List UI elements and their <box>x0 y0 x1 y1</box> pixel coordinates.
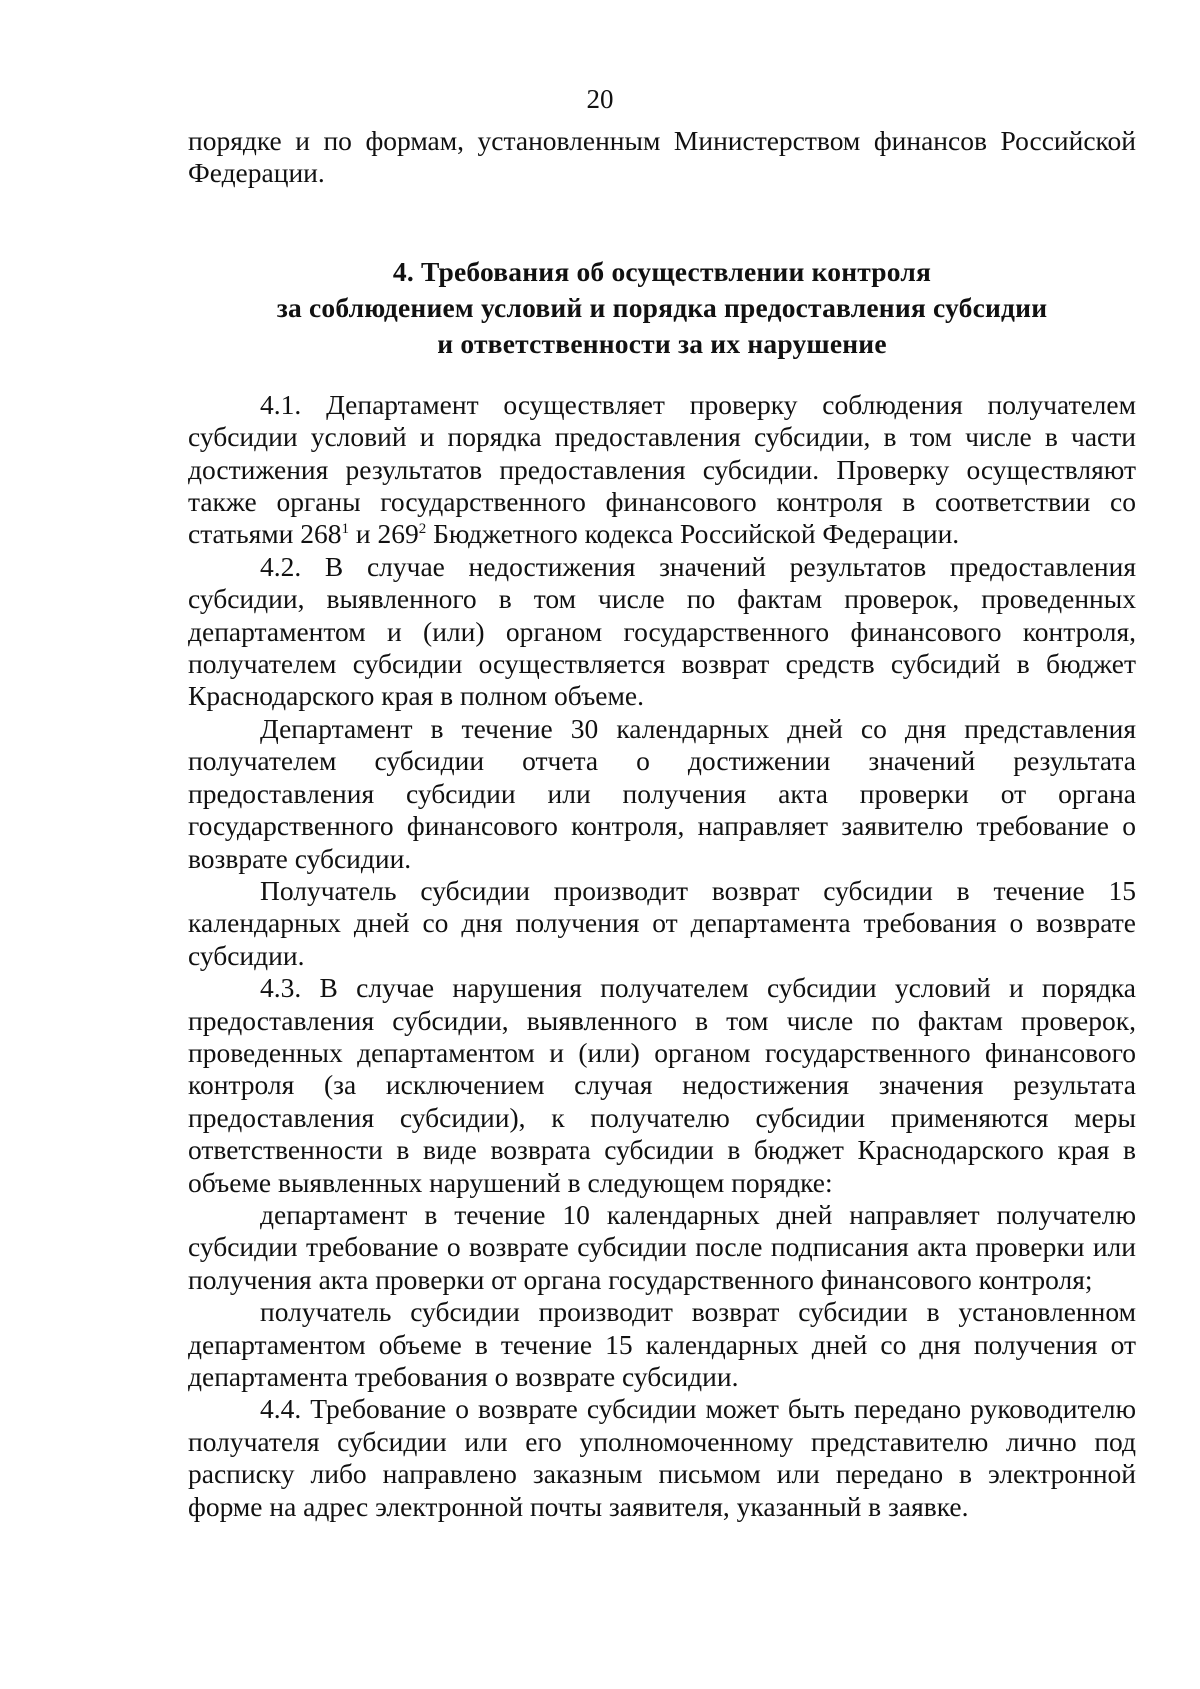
paragraph-4-1-part-2: и 269 <box>349 518 419 550</box>
paragraph-4-3: 4.3. В случае нарушения получателем субсидии условий и порядка предоставления субсидии, выявленного в том числе по фактам проверок, проведенных департаментом и (или) органом государственного финансового контроля (за исключением случая недостижения значения результата предоставления субсидии), к получателю субсидии применяются меры ответственности в виде возврата субсидии в бюджет Краснодарского края в объеме выявленных нарушений в следующем порядке: <box>188 972 1136 1198</box>
paragraph-4-4: 4.4. Требование о возврате субсидии может быть передано руководителю получателя субсидии или его уполномоченному представителю лично под расписку либо направлено заказным письмом или передано в электронной форме на адрес электронной почты заявителя, указанный в заявке. <box>188 1393 1136 1522</box>
paragraph-4-2: 4.2. В случае недостижения значений результатов предоставления субсидии, выявленного в том числе по фактам проверок, проведенных департаментом и (или) органом государственного финансового контроля, получателем субсидии осуществляется возврат средств субсидий в бюджет Краснодарского края в полном объеме. <box>188 550 1136 712</box>
footnote-sup-1: 1 <box>341 521 350 538</box>
paragraph-4-1-part-1: 4.1. Департамент осуществляет проверку соблюдения получателем субсидии условий и порядка предоставления субсидии, в том числе в части достижения результатов предоставления субсидии. Проверку осуществляют также органы государственного финансового контроля в соответствии со статьями 268 <box>188 388 1136 550</box>
section-heading <box>188 254 1136 362</box>
paragraph-4-1 <box>188 389 1136 551</box>
paragraph-4-2-recipient: Получатель субсидии производит возврат субсидии в течение 15 календарных дней со дня получения от департамента требования о возврате субсидии. <box>188 874 1136 971</box>
page-number: 20 <box>586 84 614 114</box>
paragraph-4-3-department: департамент в течение 10 календарных дней направляет получателю субсидии требование о возврате субсидии после подписания акта проверки или получения акта проверки от органа государственного финансового контроля; <box>188 1198 1136 1295</box>
paragraph-4-1-part-3: Бюджетного кодекса Российской Федерации. <box>426 518 960 550</box>
section-heading-line-2: за соблюдением условий и порядка предоставления субсидии <box>276 291 1048 323</box>
section-heading-line-1: 4. Требования об осуществлении контроля <box>392 255 932 287</box>
footnote-sup-2: 2 <box>418 521 427 538</box>
paragraph-4-3-recipient: получатель субсидии производит возврат субсидии в установленном департаментом объеме в течение 15 календарных дней со дня получения от департамента требования о возврате субсидии. <box>188 1296 1136 1392</box>
intro-paragraph: порядке и по формам, установленным Министерством финансов Российской Федерации. <box>188 125 1136 189</box>
document-body <box>188 125 1136 1523</box>
section-heading-line-3: и ответственности за их нарушение <box>437 327 887 359</box>
paragraph-4-2-department: Департамент в течение 30 календарных дней со дня представления получателем субсидии отчета о достижении значений результата предоставления субсидии или получения акта проверки от органа государственного финансового контроля, направляет заявителю требование о возврате субсидии. <box>188 712 1136 874</box>
